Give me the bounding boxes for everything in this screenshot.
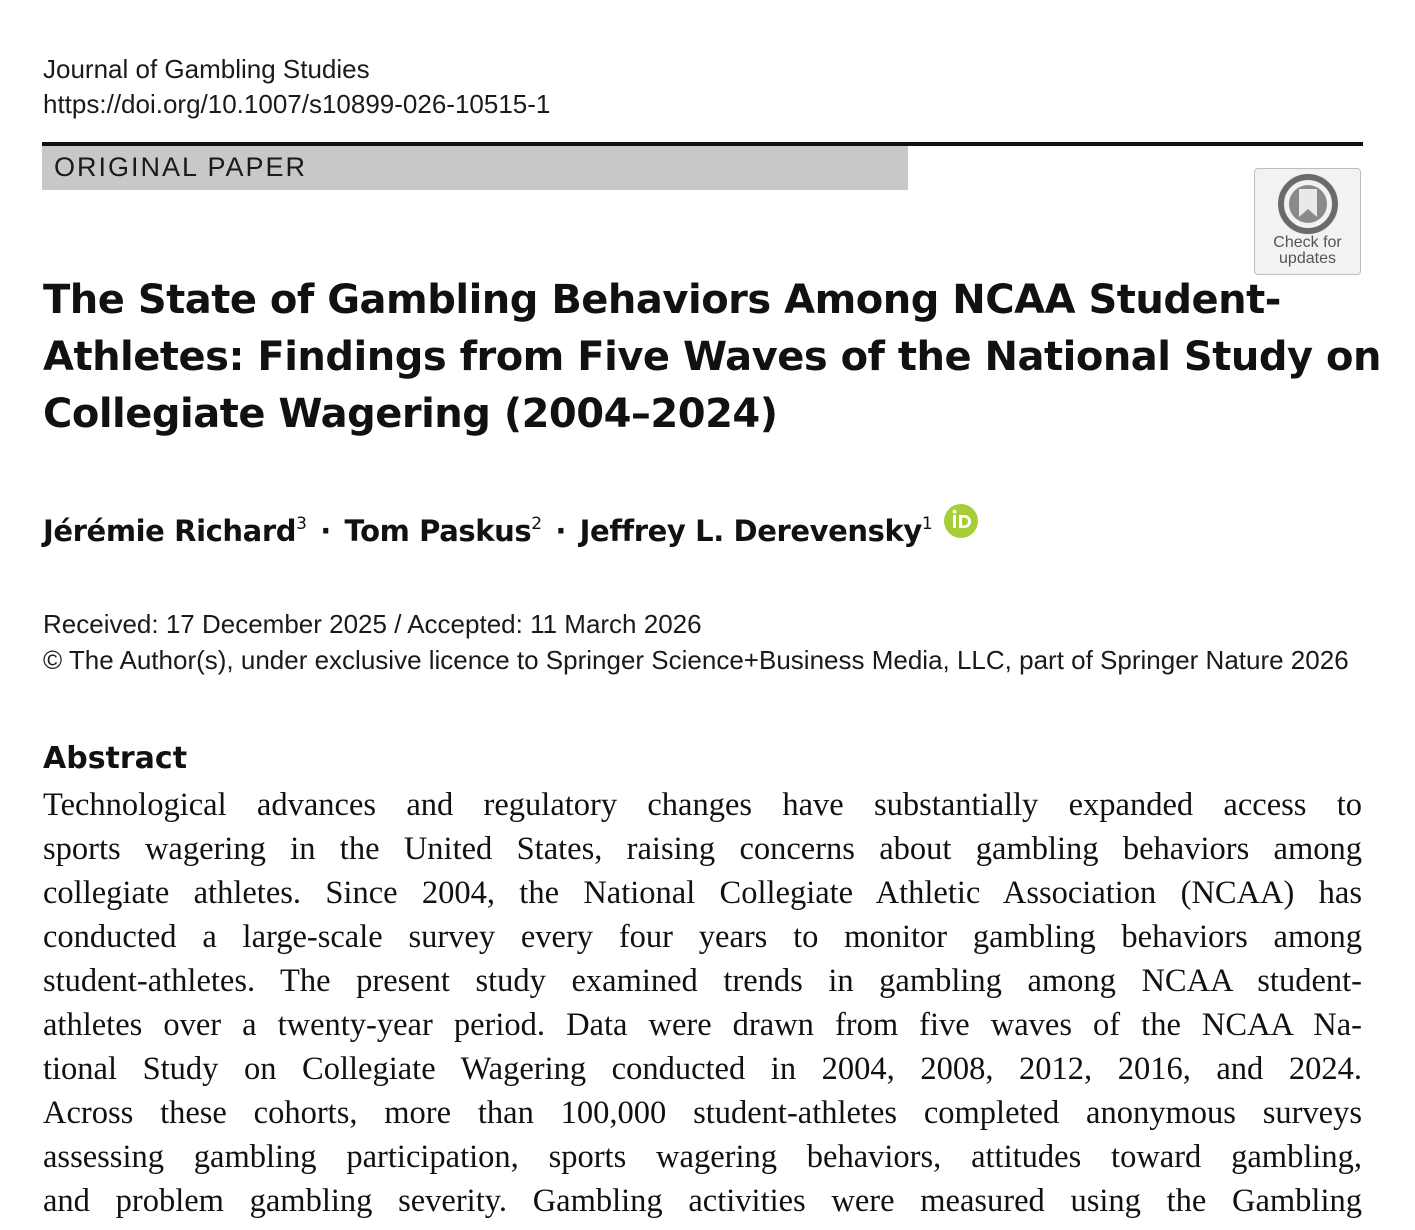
abstract-line: Across these cohorts, more than 100,000 student-athletes completed anonymous surveys: [43, 1095, 1362, 1131]
author-separator: ·: [555, 514, 566, 548]
abstract-line: sports wagering in the United States, raising concerns about gambling behaviors among: [43, 831, 1362, 867]
journal-header: [43, 52, 550, 122]
abstract-line: athletes over a twenty-year period. Data were drawn from five waves of the NCAA Na-: [43, 1007, 1362, 1043]
abstract-line: collegiate athletes. Since 2004, the National Collegiate Athletic Association (NCAA) has: [43, 875, 1362, 911]
check-for-updates-text: Check for updates: [1273, 234, 1342, 267]
affiliation-number: 3: [296, 514, 307, 534]
paper-title: [43, 272, 1381, 443]
title-line: Athletes: Findings from Five Waves of the National Study on: [43, 334, 1381, 380]
abstract-line: student-athletes. The present study examined trends in gambling among NCAA student-: [43, 963, 1362, 999]
received-accepted: Received: 17 December 2025 / Accepted: 11 March 2026: [43, 609, 702, 639]
paper-type-label: ORIGINAL PAPER: [54, 152, 308, 182]
title-line: Collegiate Wagering (2004–2024): [43, 391, 778, 437]
author-name[interactable]: Jeffrey L. Derevensky: [579, 514, 922, 548]
abstract-line: conducted a large-scale survey every four years to monitor gambling behaviors among: [43, 919, 1362, 955]
publication-dates: [43, 606, 1349, 678]
abstract-heading: Abstract: [43, 741, 188, 776]
abstract-body: [43, 783, 1362, 1223]
abstract-line: tional Study on Collegiate Wagering conducted in 2004, 2008, 2012, 2016, and 2024.: [43, 1051, 1362, 1087]
abstract-line: and problem gambling severity. Gambling activities were measured using the Gambling: [43, 1183, 1362, 1219]
copyright-notice: © The Author(s), under exclusive licence to Springer Science+Business Media, LLC, part of Springer Nature 2026: [43, 645, 1349, 675]
journal-name: Journal of Gambling Studies: [43, 54, 370, 84]
paper-type-banner: [42, 146, 908, 190]
affiliation-number: 1: [921, 514, 933, 534]
check-for-updates-icon: [1277, 173, 1339, 235]
author-name[interactable]: Tom Paskus: [344, 514, 532, 548]
orcid-icon[interactable]: [944, 504, 978, 538]
abstract-line: assessing gambling participation, sports wagering behaviors, attitudes toward gambling,: [43, 1139, 1362, 1175]
author-separator: ·: [320, 514, 331, 548]
check-for-updates-badge[interactable]: [1254, 168, 1361, 275]
affiliation-number: 2: [531, 514, 542, 534]
author-list: [43, 504, 978, 551]
abstract-line: Technological advances and regulatory changes have substantially expanded access to: [43, 787, 1362, 823]
doi-link[interactable]: https://doi.org/10.1007/s10899-026-10515-1: [43, 89, 551, 119]
author-name[interactable]: Jérémie Richard: [43, 514, 297, 548]
title-line: The State of Gambling Behaviors Among NCAA Student-: [43, 277, 1281, 323]
